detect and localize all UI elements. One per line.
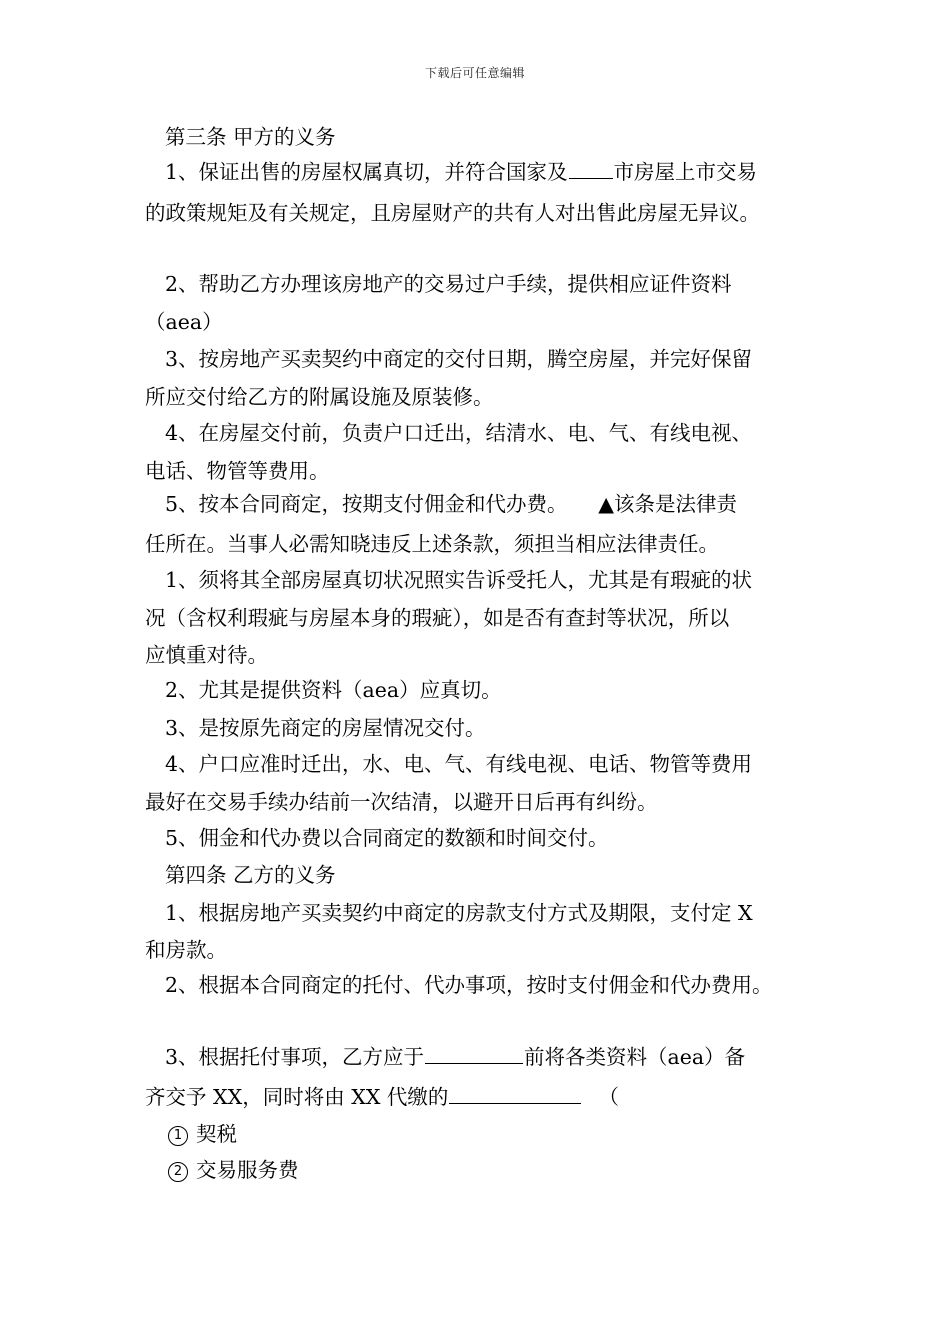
circled-number-marker: 1: [168, 1126, 188, 1146]
paragraph-line: 3、按房地产买卖契约中商定的交付日期，腾空房屋，并完好保留: [165, 347, 753, 371]
paragraph-line: 4、户口应准时迁出，水、电、气、有线电视、电话、物管等费用: [165, 752, 753, 776]
section-heading-article-3: 第三条 甲方的义务: [165, 125, 336, 149]
paragraph-line: 的政策规矩及有关规定，且房屋财产的共有人对出售此房屋无异议。: [145, 201, 760, 225]
paragraph-line: （aea）: [145, 310, 223, 334]
paragraph-line: 3、是按原先商定的房屋情况交付。: [165, 716, 486, 740]
paragraph-line: 最好在交易手续办结前一次结清，以避开日后再有纠纷。: [145, 790, 658, 814]
text-segment: 3、根据托付事项，乙方应于: [165, 1045, 425, 1069]
paragraph-line: [145, 1083, 619, 1111]
paragraph-line: [165, 1043, 745, 1071]
paragraph-line: 应慎重对待。: [145, 643, 268, 667]
paragraph-line: 2、帮助乙方办理该房地产的交易过户手续，提供相应证件资料: [165, 272, 732, 296]
paragraph-line: 2、尤其是提供资料（aea）应真切。: [165, 678, 502, 702]
circled-number-marker: 2: [168, 1162, 188, 1182]
text-segment: （: [598, 1085, 619, 1109]
paragraph-line: 4、在房屋交付前，负责户口迁出，结清水、电、气、有线电视、: [165, 421, 753, 445]
blank-underline: [569, 158, 613, 179]
paragraph-line: [165, 158, 757, 186]
blank-underline: [425, 1043, 523, 1064]
blank-underline: [449, 1083, 581, 1104]
paragraph-line: 和房款。: [145, 938, 227, 962]
paragraph-line: 况（含权利瑕疵与房屋本身的瑕疵），如是否有查封等状况，所以: [145, 606, 730, 630]
section-heading-article-4: 第四条 乙方的义务: [165, 863, 336, 887]
text-segment: 前将各类资料（aea）备: [524, 1045, 746, 1069]
list-item: [168, 1120, 237, 1148]
page-header: 下载后可任意编辑: [424, 66, 525, 80]
text-segment: 1、保证出售的房屋权属真切，并符合国家及: [165, 160, 568, 184]
text-segment: 齐交予 XX，同时将由 XX 代缴的: [145, 1085, 449, 1109]
paragraph-line: 2、根据本合同商定的托付、代办事项，按时支付佣金和代办费用。: [165, 973, 773, 997]
paragraph-line: 任所在。当事人必需知晓违反上述条款，须担当相应法律责任。: [145, 532, 719, 556]
list-item-label: 契税: [196, 1122, 237, 1146]
paragraph-line: 电话、物管等费用。: [145, 459, 330, 483]
paragraph-line: 1、根据房地产买卖契约中商定的房款支付方式及期限，支付定 X: [165, 901, 753, 925]
paragraph-line: 1、须将其全部房屋真切状况照实告诉受托人，尤其是有瑕疵的状: [165, 568, 753, 592]
paragraph-line: 5、按本合同商定，按期支付佣金和代办费。 ▲该条是法律责: [165, 492, 738, 516]
list-item-label: 交易服务费: [196, 1158, 299, 1182]
list-item: [168, 1156, 299, 1184]
text-segment: 市房屋上市交易: [613, 160, 758, 184]
paragraph-line: 所应交付给乙方的附属设施及原装修。: [145, 385, 494, 409]
paragraph-line: 5、佣金和代办费以合同商定的数额和时间交付。: [165, 826, 609, 850]
